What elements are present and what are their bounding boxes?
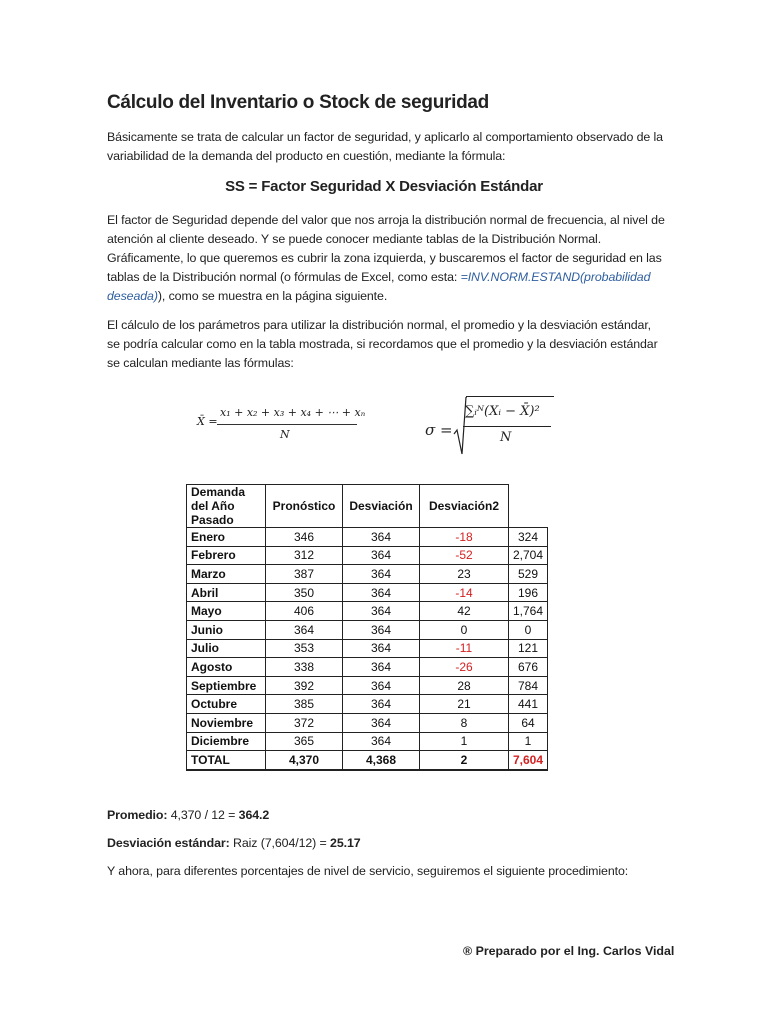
cell-forecast: 364 [343,583,420,602]
cell-forecast: 364 [343,565,420,584]
mean-numerator: x₁ + x₂ + x₃ + x₄ + ⋯ + xₙ [220,406,366,419]
cell-forecast: 364 [343,620,420,639]
cell-month: Octubre [187,695,266,714]
cell-demand: 364 [266,620,343,639]
table-row [187,528,548,547]
cell-deviation: 28 [420,676,509,695]
factor-text: El factor de Seguridad depende del valor que nos arroja la distribución normal de frecuencia, al nivel de atención al cliente deseado. Y se puede conocer mediante tablas de la Distribución Normal. Gráficamente, lo que queremos es cubrir la zona izquierda, y buscaremos el factor de seguridad en las tablas de la Distribución normal (o fórmulas de Excel, como esta: [107,213,665,284]
cell-deviation2: 64 [509,713,548,732]
excel-formula: =INV.NORM.ESTAND(probabilidad deseada) [107,270,651,303]
cell-forecast: 364 [343,546,420,565]
cell-deviation: -26 [420,658,509,677]
cell-demand: 346 [266,528,343,547]
table-row [187,583,548,602]
table-row [187,546,548,565]
cell-demand: 353 [266,639,343,658]
cell-deviation2: 324 [509,528,548,547]
cell-deviation: 23 [420,565,509,584]
cell-deviation: 1 [420,732,509,751]
cell-deviation2: 441 [509,695,548,714]
cell-deviation: -14 [420,583,509,602]
cell-deviation: 0 [420,620,509,639]
cell-month: Julio [187,639,266,658]
cell-forecast: 364 [343,713,420,732]
params-paragraph: El cálculo de los parámetros para utilizar la distribución normal, el promedio y la desviación estándar, se podría calcular como en la tabla mostrada, si recordamos que el promedio y la desviación estándar se calculan mediante las fórmulas: [107,318,658,370]
table-row [187,732,548,751]
cell-total-demand: 4,370 [266,751,343,770]
desviacion-result: 25.17 [330,836,361,850]
desviacion-line [107,834,667,853]
cell-deviation2: 121 [509,639,548,658]
factor-tail: ), como se muestra en la página siguiente. [157,289,388,303]
cell-total-forecast: 4,368 [343,751,420,770]
cell-demand: 372 [266,713,343,732]
mean-lhs: X̄ = [197,415,218,428]
cell-month: Febrero [187,546,266,565]
table-row [187,565,548,584]
cell-deviation2: 1 [509,732,548,751]
cell-forecast: 364 [343,528,420,547]
cell-forecast: 364 [343,639,420,658]
cell-deviation: -11 [420,639,509,658]
cell-month: Mayo [187,602,266,621]
cell-deviation2: 2,704 [509,546,548,565]
cell-month: Agosto [187,658,266,677]
cell-deviation: 8 [420,713,509,732]
cell-demand: 387 [266,565,343,584]
cell-month: Noviembre [187,713,266,732]
page-title: Cálculo del Inventario o Stock de seguridad [107,92,489,113]
cell-deviation2: 784 [509,676,548,695]
cell-total-deviation2: 7,604 [509,751,548,770]
sigma-denominator: N [500,430,512,445]
cell-demand: 350 [266,583,343,602]
cell-deviation2: 1,764 [509,602,548,621]
cell-month: Diciembre [187,732,266,751]
cell-forecast: 364 [343,658,420,677]
table-row [187,620,548,639]
mean-denominator: N [280,428,290,441]
desviacion-expr: Raiz (7,604/12) = [229,836,331,850]
intro-paragraph: Básicamente se trata de calcular un factor de seguridad, y aplicarlo al comportamiento observado de la variabilidad de la demanda del producto en cuestión, mediante la fórmula: [107,130,663,163]
cell-month: Marzo [187,565,266,584]
cell-demand: 338 [266,658,343,677]
cell-deviation: -18 [420,528,509,547]
cell-month: Junio [187,620,266,639]
cell-month: Enero [187,528,266,547]
desviacion-label: Desviación estándar: [107,836,230,850]
table-row [187,713,548,732]
cell-total-deviation: 2 [420,751,509,770]
table-row [187,602,548,621]
table-row [187,639,548,658]
cell-forecast: 364 [343,602,420,621]
table-row [187,695,548,714]
cell-demand: 406 [266,602,343,621]
header-deviation: Desviación [343,485,420,528]
table-total-row [187,751,548,770]
cell-deviation: 21 [420,695,509,714]
radical-overline [466,396,554,397]
cell-demand: 385 [266,695,343,714]
mean-fraction-bar [217,424,357,425]
cell-forecast: 364 [343,732,420,751]
table-row [187,658,548,677]
cell-forecast: 364 [343,695,420,714]
mean-formula [195,400,365,452]
table-body [187,528,548,770]
cell-demand: 312 [266,546,343,565]
promedio-line [107,806,667,825]
cell-deviation: -52 [420,546,509,565]
cell-demand: 365 [266,732,343,751]
sigma-lhs: σ = [425,421,453,439]
header-demand: Demanda del Año Pasado [187,485,266,528]
next-step-line: Y ahora, para diferentes porcentajes de nivel de servicio, seguiremos el siguiente procedimiento: [107,864,629,878]
sigma-numerator: ∑ᵢᴺ(Xᵢ − X̄)² [465,404,540,419]
cell-deviation: 42 [420,602,509,621]
cell-deviation2: 676 [509,658,548,677]
safety-stock-formula: SS = Factor Seguridad X Desviación Estándar [225,178,543,195]
footer-credit: ® Preparado por el Ing. Carlos Vidal [463,944,675,958]
sigma-fraction-bar [463,426,551,427]
cell-deviation2: 529 [509,565,548,584]
promedio-label: Promedio: [107,808,168,822]
demand-table [186,484,548,771]
factor-paragraph [107,211,667,306]
std-dev-formula [425,396,555,458]
cell-month: Septiembre [187,676,266,695]
cell-demand: 392 [266,676,343,695]
header-deviation2: Desviación2 [420,485,509,528]
cell-total-label: TOTAL [187,751,266,770]
header-forecast: Pronóstico [266,485,343,528]
table-header-row [187,485,548,528]
table-row [187,676,548,695]
promedio-expr: 4,370 / 12 = [167,808,239,822]
cell-deviation2: 0 [509,620,548,639]
cell-deviation2: 196 [509,583,548,602]
cell-month: Abril [187,583,266,602]
cell-forecast: 364 [343,676,420,695]
promedio-result: 364.2 [238,808,270,822]
